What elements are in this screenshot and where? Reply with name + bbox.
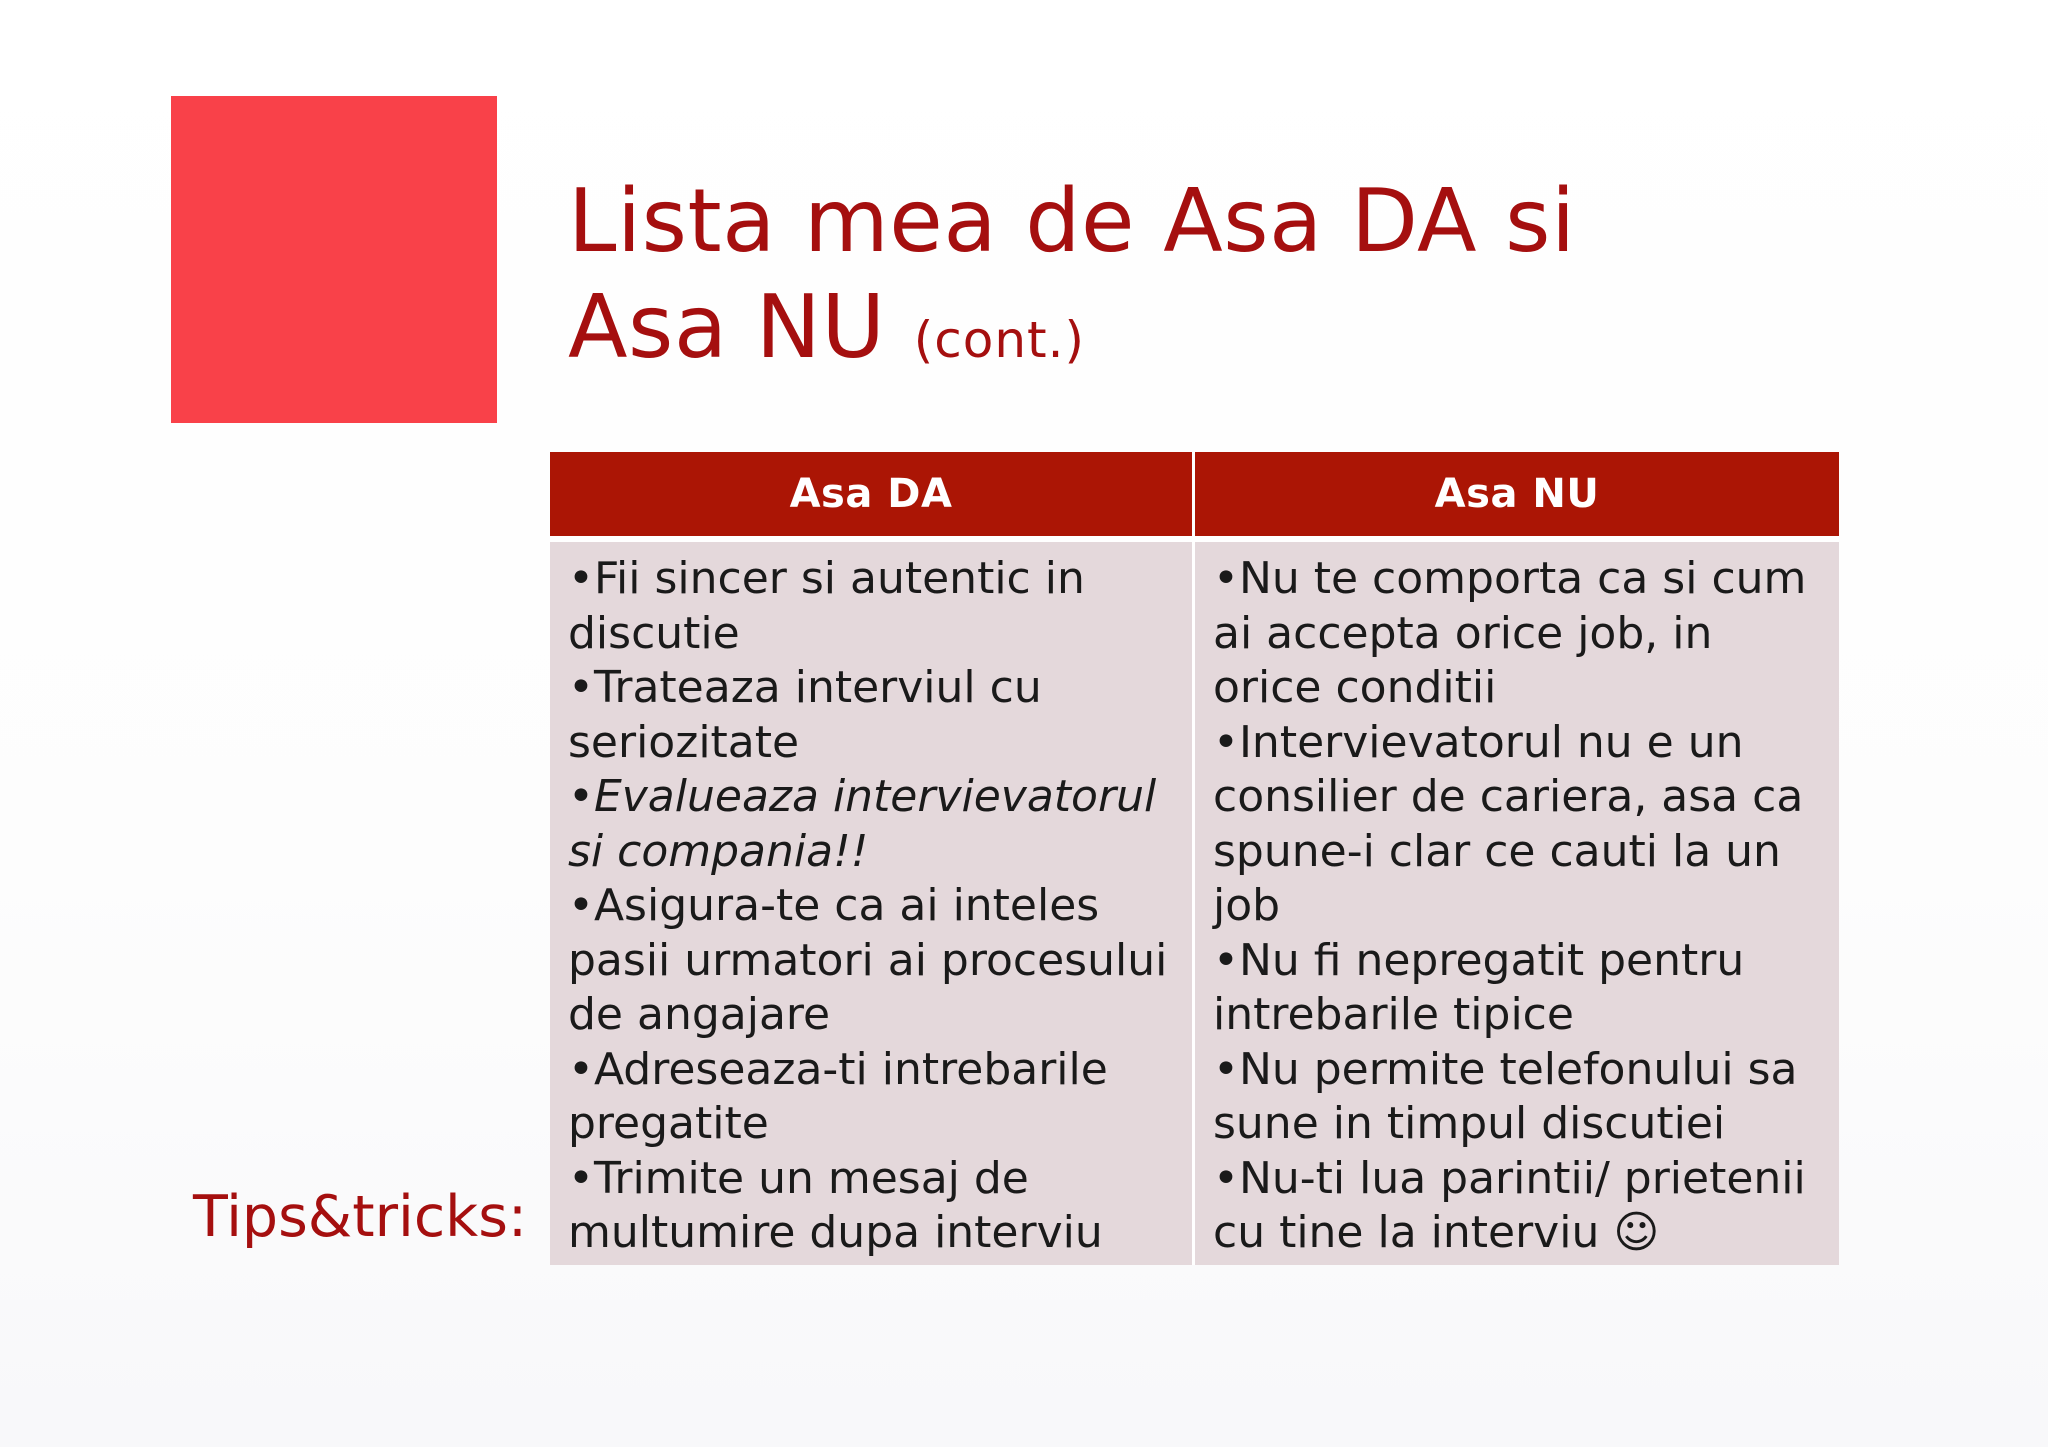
tips-tricks-label: Tips&tricks:	[193, 1184, 528, 1250]
list-item: •Trimite un mesaj de multumire dupa interviu	[568, 1152, 1103, 1258]
cell-asa-da	[550, 542, 1192, 1265]
title-line-1: Lista mea de Asa DA si	[568, 170, 1576, 272]
title-line-2-main: Asa NU	[568, 276, 886, 378]
list-item: •Nu permite telefonului sa sune in timpul discutiei	[1213, 1043, 1798, 1149]
list-item: •Evalueaza intervievatorul si compania!!	[568, 771, 1157, 877]
list-item: •Fii sincer si autentic in discutie	[568, 553, 1085, 659]
slide-title	[568, 168, 1768, 393]
list-item: •Trateaza interviul cu seriozitate	[568, 662, 1042, 768]
list-item: •Nu-ti lua parintii/ prietenii cu tine la interviu ☺	[1213, 1152, 1806, 1258]
list-item: •Intervievatorul nu e un consilier de cariera, asa ca spune-i clar ce cauti la un job	[1213, 716, 1804, 931]
cell-asa-nu	[1195, 542, 1839, 1265]
accent-square	[171, 96, 497, 423]
header-asa-da: Asa DA	[550, 452, 1192, 536]
list-item: •Nu fi nepregatit pentru intrebarile tipice	[1213, 934, 1745, 1040]
list-item: •Asigura-te ca ai inteles pasii urmatori ai procesului de angajare	[568, 880, 1168, 1040]
do-dont-table	[550, 452, 1839, 1265]
list-item: •Adreseaza-ti intrebarile pregatite	[568, 1043, 1108, 1149]
title-line-2	[568, 274, 1768, 393]
list-item: •Nu te comporta ca si cum ai accepta orice job, in orice conditii	[1213, 553, 1807, 713]
title-continued-label: (cont.)	[913, 311, 1086, 369]
header-asa-nu: Asa NU	[1195, 452, 1839, 536]
